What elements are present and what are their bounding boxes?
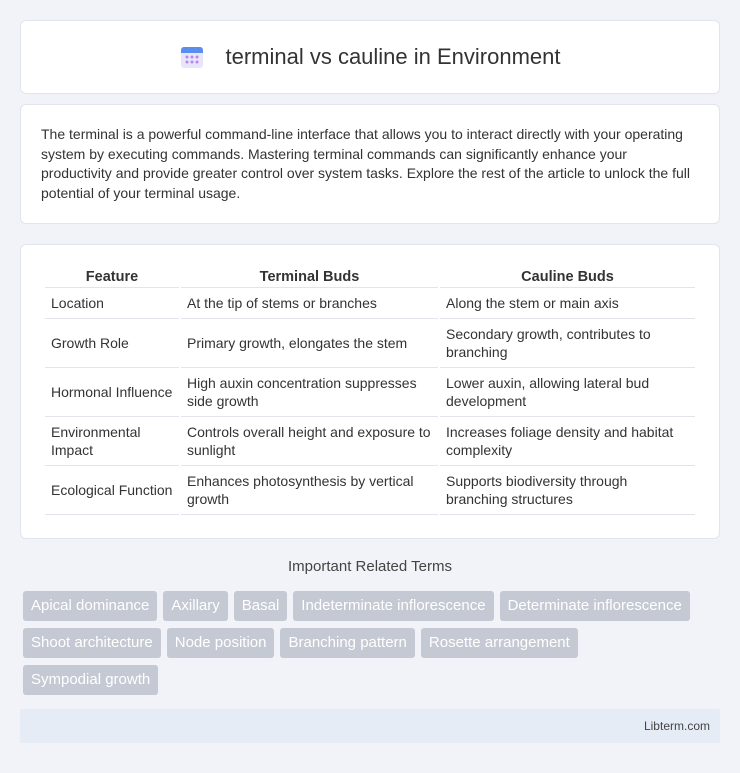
related-terms-title: Important Related Terms xyxy=(288,558,452,575)
tag-axillary[interactable]: Axillary xyxy=(163,591,227,621)
table-cell-cauline: Secondary growth, contributes to branching xyxy=(440,319,695,368)
table-cell-terminal: Enhances photosynthesis by vertical growth xyxy=(181,466,438,515)
table-cell-feature: Ecological Function xyxy=(45,466,179,515)
calendar-icon xyxy=(179,44,205,70)
tag-shoot-architecture[interactable]: Shoot architecture xyxy=(23,628,161,658)
intro-text: The terminal is a powerful command-line interface that allows you to interact directly with your operating system by executing commands. Mastering terminal commands can significantly enhance your productivity and provide greater control over system tasks. Explore the rest of the article to unlock the full potential of your terminal usage. xyxy=(41,126,690,201)
table-cell-feature: Hormonal Influence xyxy=(45,368,179,417)
tag-rosette-arrangement[interactable]: Rosette arrangement xyxy=(421,628,578,658)
tag-basal[interactable]: Basal xyxy=(234,591,288,621)
table-cell-feature: Growth Role xyxy=(45,319,179,368)
page-title: terminal vs cauline in Environment xyxy=(225,44,561,69)
intro-card xyxy=(20,104,720,224)
table-cell-cauline: Supports biodiversity through branching structures xyxy=(440,466,695,515)
title-wrap xyxy=(179,44,560,70)
table-cell-cauline: Increases foliage density and habitat complexity xyxy=(440,417,695,466)
table-row xyxy=(45,466,695,515)
table-row xyxy=(45,417,695,466)
table-row xyxy=(45,368,695,417)
footer-site-link[interactable]: Libterm.com xyxy=(643,719,710,733)
tag-apical-dominance[interactable]: Apical dominance xyxy=(23,591,157,621)
related-terms-tags xyxy=(23,591,703,695)
tag-sympodial-growth[interactable]: Sympodial growth xyxy=(23,665,158,695)
column-header-terminal: Terminal Buds xyxy=(181,265,438,288)
column-header-feature: Feature xyxy=(45,265,179,288)
comparison-table xyxy=(43,265,697,515)
tag-node-position[interactable]: Node position xyxy=(167,628,275,658)
table-cell-feature: Environmental Impact xyxy=(45,417,179,466)
tag-branching-pattern[interactable]: Branching pattern xyxy=(280,628,414,658)
table-cell-terminal: At the tip of stems or branches xyxy=(181,288,438,319)
table-row xyxy=(45,288,695,319)
comparison-table-card xyxy=(20,244,720,539)
table-cell-cauline: Lower auxin, allowing lateral bud development xyxy=(440,368,695,417)
table-row xyxy=(45,319,695,368)
tag-determinate-inflorescence[interactable]: Determinate inflorescence xyxy=(500,591,690,621)
table-cell-feature: Location xyxy=(45,288,179,319)
column-header-cauline: Cauline Buds xyxy=(440,265,695,288)
table-cell-terminal: Primary growth, elongates the stem xyxy=(181,319,438,368)
footer xyxy=(20,709,720,743)
header-card xyxy=(20,20,720,94)
table-cell-cauline: Along the stem or main axis xyxy=(440,288,695,319)
tag-indeterminate-inflorescence[interactable]: Indeterminate inflorescence xyxy=(293,591,493,621)
table-header-row xyxy=(45,265,695,288)
table-cell-terminal: High auxin concentration suppresses side growth xyxy=(181,368,438,417)
table-cell-terminal: Controls overall height and exposure to sunlight xyxy=(181,417,438,466)
